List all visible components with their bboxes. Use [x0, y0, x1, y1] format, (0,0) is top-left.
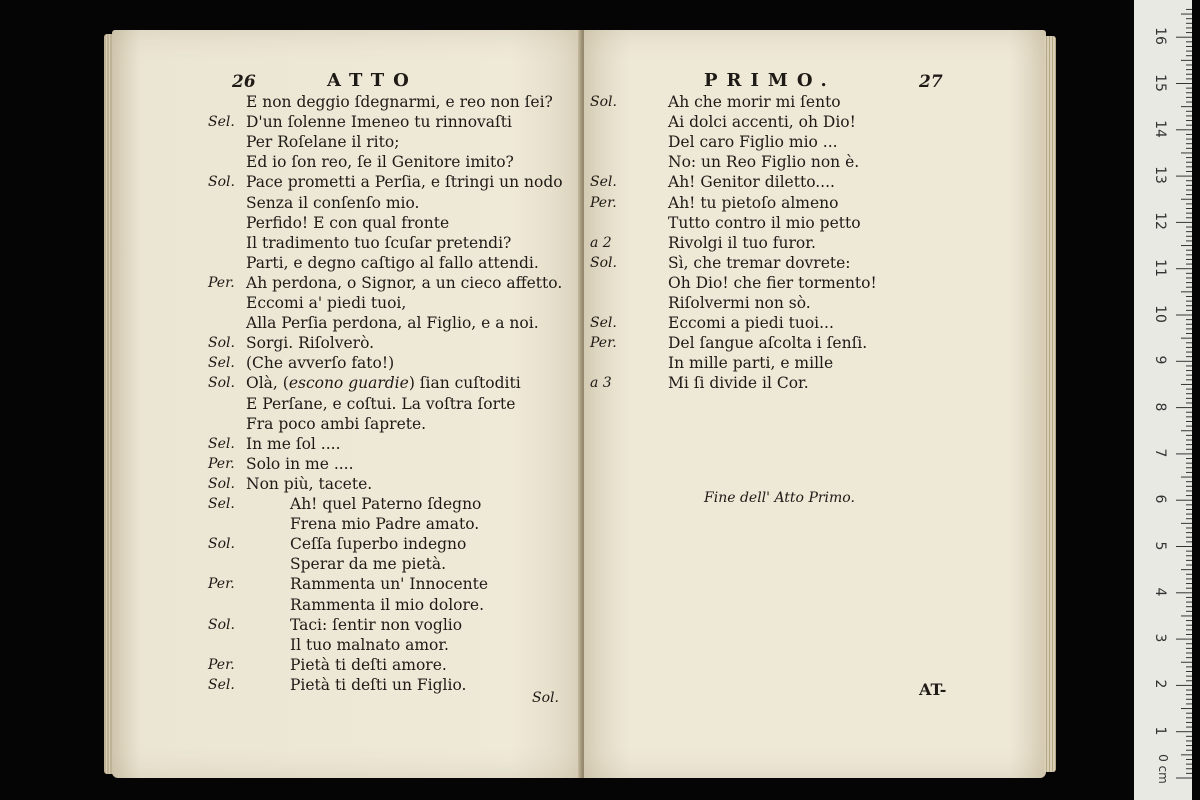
ruler-label: 5 [1152, 541, 1168, 550]
speaker-label: Sel. [208, 435, 235, 452]
page-edges-right [1044, 36, 1056, 772]
verse-line: Per Roſelane il rito; [246, 133, 400, 152]
speaker-label: Per. [208, 576, 235, 593]
speaker-label: Sol. [590, 94, 617, 110]
speaker-label: Sel. [590, 174, 617, 191]
verse-line: Ah! Genitor diletto.... [668, 173, 835, 192]
ruler-label: 10 [1152, 305, 1168, 323]
verse-line: Sorgi. Riſolverò. [246, 334, 375, 353]
speaker-label: Sol. [208, 616, 235, 633]
speaker-label: a 3 [590, 375, 612, 392]
speaker-label: Sol. [208, 174, 235, 191]
verse-line: Sperar da me pietà. [290, 555, 447, 574]
speaker-label: Sel. [208, 114, 235, 131]
ruler-label: 14 [1152, 119, 1168, 138]
verse-line: D'un ſolenne Imeneo tu rinnovaſti [246, 113, 512, 132]
ruler-label: 1 [1152, 726, 1168, 736]
verse-line: Eccomi a' piedi tuoi, [246, 294, 407, 312]
open-book [104, 30, 1056, 782]
left-page [112, 30, 582, 778]
right-page-number: 27 [919, 72, 943, 92]
speaker-label: Per. [590, 194, 617, 211]
speaker-label: Per. [590, 335, 617, 352]
verse-line: E non deggio ſdegnarmi, e reo non ſei? [246, 93, 553, 111]
verse-line: (Che avverſo fato!) [246, 354, 395, 373]
verse-line: Senza il conſenſo mio. [246, 193, 420, 212]
ruler-label: 4 [1152, 587, 1168, 597]
verse-line: Ah! quel Paterno ſdegno [290, 495, 482, 513]
measuring-ruler [1134, 0, 1192, 800]
verse-line: Parti, e degno caſtigo al fallo attendi. [246, 253, 539, 272]
verse-line: Ed io ſon reo, ſe il Genitore imito? [246, 153, 514, 172]
verse-line: Olà, (escono guardie) ſian cuſtoditi [246, 374, 521, 393]
ruler-label: 6 [1152, 494, 1168, 504]
verse-line: Fra poco ambi ſaprete. [246, 414, 427, 433]
ruler-label: 15 [1152, 73, 1168, 92]
right-running-head: PRIMO. [704, 70, 836, 91]
verse-line: In mille parti, e mille [668, 354, 834, 373]
verse-line: Oh Dio! che fier tormento! [668, 273, 877, 292]
verse-line: Ceſſa ſuperbo indegno [290, 535, 467, 554]
left-running-head: ATTO [327, 70, 418, 91]
speaker-label: Per. [208, 455, 235, 472]
verse-line: Sì, che tremar dovrete: [668, 253, 851, 272]
verse-line: No: un Reo Figlio non è. [668, 153, 860, 172]
speaker-label: a 2 [590, 234, 612, 251]
end-of-act-note: Fine dell' Atto Primo. [704, 490, 855, 506]
ruler-label: 16 [1152, 27, 1168, 46]
verse-line: Del ſangue aſcolta i ſenſi. [668, 334, 868, 353]
verse-line: Pietà ti deſti un Figlio. [290, 675, 467, 694]
verse-line: Del caro Figlio mio ... [668, 133, 838, 152]
ruler-label: 7 [1152, 448, 1168, 458]
verse-line: Ah! tu pietoſo almeno [668, 193, 839, 212]
verse-line: Alla Perſia perdona, al Figlio, e a noi. [246, 314, 539, 333]
speaker-label: Sel. [208, 676, 235, 693]
right-page [584, 30, 1046, 778]
speaker-label: Sol. [208, 335, 235, 352]
ruler-label: 3 [1152, 633, 1168, 643]
verse-line: Pietà ti deſti amore. [290, 655, 447, 674]
verse-line: Ai dolci accenti, oh Dio! [668, 113, 856, 132]
speaker-label: Sol. [590, 254, 617, 271]
speaker-label: Sol. [208, 375, 235, 392]
ruler-label: 8 [1152, 402, 1168, 412]
left-catchword: Sol. [532, 690, 559, 706]
speaker-label: Sel. [208, 355, 235, 372]
verse-line: Tutto contro il mio petto [668, 213, 861, 232]
verse-line: Pace prometti a Perſia, e ſtringi un nodo [246, 173, 563, 192]
ruler-label: 13 [1152, 166, 1168, 184]
verse-line: Taci: ſentir non voglio [290, 615, 463, 634]
speaker-label: Sol. [208, 536, 235, 553]
speaker-label: Per. [208, 274, 235, 291]
ruler-label: 12 [1152, 212, 1168, 231]
ruler-unit: 0 cm [1155, 754, 1170, 784]
right-catchword: AT- [919, 680, 947, 699]
verse-line: Ah perdona, o Signor, a un cieco affetto. [246, 273, 563, 292]
verse-line: Solo in me .... [246, 454, 354, 473]
verse-line: Riſolvermi non sò. [668, 294, 811, 312]
ruler-label: 2 [1152, 679, 1168, 689]
speaker-label: Per. [208, 656, 235, 673]
verse-line: Rammenta un' Innocente [290, 575, 489, 594]
verse-line: Mi ſi divide il Cor. [668, 374, 809, 393]
verse-line: Frena mio Padre amato. [290, 515, 480, 534]
verse-line: Il tuo malnato amor. [290, 635, 449, 654]
speaker-label: Sel. [590, 315, 617, 332]
ruler-label: 9 [1152, 355, 1168, 365]
left-page-number: 26 [232, 72, 256, 92]
verse-line: Eccomi a piedi tuoi... [668, 314, 834, 333]
verse-line: Non più, tacete. [246, 474, 373, 493]
verse-line: Rivolgi il tuo furor. [668, 233, 816, 252]
verse-line: Il tradimento tuo ſcuſar pretendi? [246, 233, 512, 252]
ruler-label: 11 [1152, 258, 1168, 277]
speaker-label: Sel. [208, 496, 235, 512]
verse-line: Ah che morir mi ſento [668, 93, 841, 111]
verse-line: In me ſol .... [246, 434, 341, 453]
verse-line: Rammenta il mio dolore. [290, 595, 485, 614]
speaker-label: Sol. [208, 475, 235, 492]
verse-line: Perfido! E con qual fronte [246, 213, 450, 232]
verse-line: E Perſane, e coſtui. La voſtra ſorte [246, 394, 516, 413]
